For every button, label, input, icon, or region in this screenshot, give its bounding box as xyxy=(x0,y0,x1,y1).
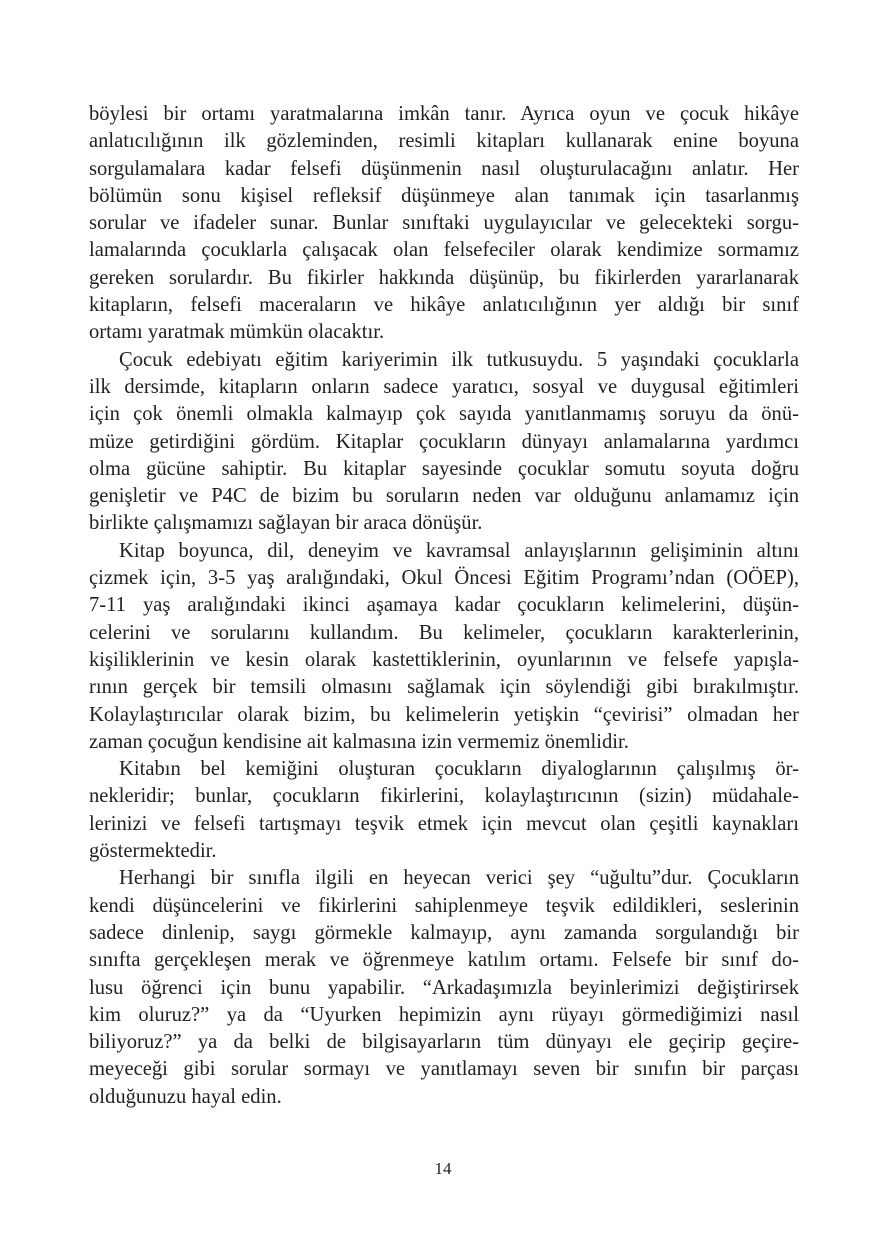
text-line: çizmek için, 3-5 yaş aralığındaki, Okul Öncesi Eğitim Programı’ndan (OÖEP), xyxy=(89,567,799,590)
text-line: Herhangi bir sınıfla ilgili en heyecan verici şey “uğultu”dur. Çocukların xyxy=(119,867,799,890)
body-text xyxy=(89,101,799,1111)
text-line: müze getirdiğini gördüm. Kitaplar çocukların dünyayı anlamalarına yardımcı xyxy=(89,430,799,453)
text-line: olma gücüne sahiptir. Bu kitaplar sayesinde çocuklar somutu soyuta doğru xyxy=(89,457,799,480)
text-line: sadece dinlenip, saygı görmekle kalmayıp, aynı zamanda sorgulandığı bir xyxy=(89,921,799,944)
text-line: kişiliklerinin ve kesin olarak kastettiklerinin, oyunlarının ve felsefe yapışla- xyxy=(89,648,799,671)
text-line: genişletir ve P4C de bizim bu soruların neden var olduğunu anlamamız için xyxy=(89,485,799,508)
text-line: gereken sorulardır. Bu fikirler hakkında düşünüp, bu fikirlerden yararlanarak xyxy=(89,266,799,289)
text-line: Kitap boyunca, dil, deneyim ve kavramsal anlayışlarının gelişiminin altını xyxy=(119,539,799,562)
text-line: sorular ve ifadeler sunar. Bunlar sınıftaki uygulayıcılar ve gelecekteki sorgu- xyxy=(89,212,799,235)
text-line: ilk dersimde, kitapların onların sadece yaratıcı, sosyal ve duygusal eğitimleri xyxy=(89,375,799,398)
text-line: meyeceği gibi sorular sormayı ve yanıtlamayı seven bir sınıfın bir parçası xyxy=(89,1058,799,1081)
text-line: için çok önemli olmakla kalmayıp çok sayıda yanıtlanmamış soruyu da önü- xyxy=(89,403,799,426)
text-line: Çocuk edebiyatı eğitim kariyerimin ilk tutkusuydu. 5 yaşındaki çocuklarla xyxy=(119,348,799,371)
text-line: olduğunuzu hayal edin. xyxy=(89,1085,282,1108)
text-line: lerinizi ve felsefi tartışmayı teşvik etmek için mevcut olan çeşitli kaynakları xyxy=(89,812,799,835)
text-line: bölümün sonu kişisel refleksif düşünmeye alan tanımak için tasarlanmış xyxy=(89,184,799,207)
text-line: anlatıcılığının ilk gözleminden, resimli kitapları kullanarak enine boyuna xyxy=(89,130,799,153)
text-line: rının gerçek bir temsili olmasını sağlamak için söylendiği gibi bırakılmıştır. xyxy=(89,676,799,699)
text-line: kitapların, felsefi maceraların ve hikâye anlatıcılığının yer aldığı bir sınıf xyxy=(89,294,799,317)
text-line: 7-11 yaş aralığındaki ikinci aşamaya kadar çocukların kelimelerini, düşün- xyxy=(89,594,799,617)
text-line: sorgulamalara kadar felsefi düşünmenin nasıl oluşturulacağını anlatır. Her xyxy=(89,157,799,180)
text-line: kim oluruz?” ya da “Uyurken hepimizin aynı rüyayı görmediğimizi nasıl xyxy=(89,1003,799,1026)
text-line: ortamı yaratmak mümkün olacaktır. xyxy=(89,321,385,344)
text-line: lamalarında çocuklarla çalışacak olan felsefeciler olarak kendimize sormamız xyxy=(89,239,799,262)
text-line: celerini ve sorularını kullandım. Bu kelimeler, çocukların karakterlerinin, xyxy=(89,621,799,644)
text-line: birlikte çalışmamızı sağlayan bir araca dönüşür. xyxy=(89,512,483,535)
text-line: göstermektedir. xyxy=(89,840,217,863)
text-line: Kitabın bel kemiğini oluşturan çocukların diyaloglarının çalışılmış ör- xyxy=(119,758,799,781)
text-line: Kolaylaştırıcılar olarak bizim, bu kelimelerin yetişkin “çevirisi” olmadan her xyxy=(89,703,799,726)
paragraph xyxy=(89,538,799,756)
page-number: 14 xyxy=(434,1159,452,1178)
text-line: kendi düşüncelerini ve fikirlerini sahiplenmeye teşvik edildikleri, seslerinin xyxy=(89,894,799,917)
paragraph xyxy=(89,756,799,865)
text-line: sınıfta gerçekleşen merak ve öğrenmeye katılım ortamı. Felsefe bir sınıf do- xyxy=(89,949,799,972)
text-line: lusu öğrenci için bunu yapabilir. “Arkadaşımızla beyinlerimizi değiştirirsek xyxy=(89,976,799,999)
paragraph xyxy=(89,347,799,538)
text-line: biliyoruz?” ya da belki de bilgisayarların tüm dünyayı ele geçirip geçire- xyxy=(89,1031,799,1054)
text-line: zaman çocuğun kendisine ait kalmasına izin vermemiz önemlidir. xyxy=(89,730,629,753)
text-line: böylesi bir ortamı yaratmalarına imkân tanır. Ayrıca oyun ve çocuk hikâye xyxy=(89,103,799,125)
text-line: nekleridir; bunlar, çocukların fikirlerini, kolaylaştırıcının (sizin) müdahale- xyxy=(89,785,799,808)
paragraph xyxy=(89,101,799,347)
paragraph xyxy=(89,865,799,1111)
